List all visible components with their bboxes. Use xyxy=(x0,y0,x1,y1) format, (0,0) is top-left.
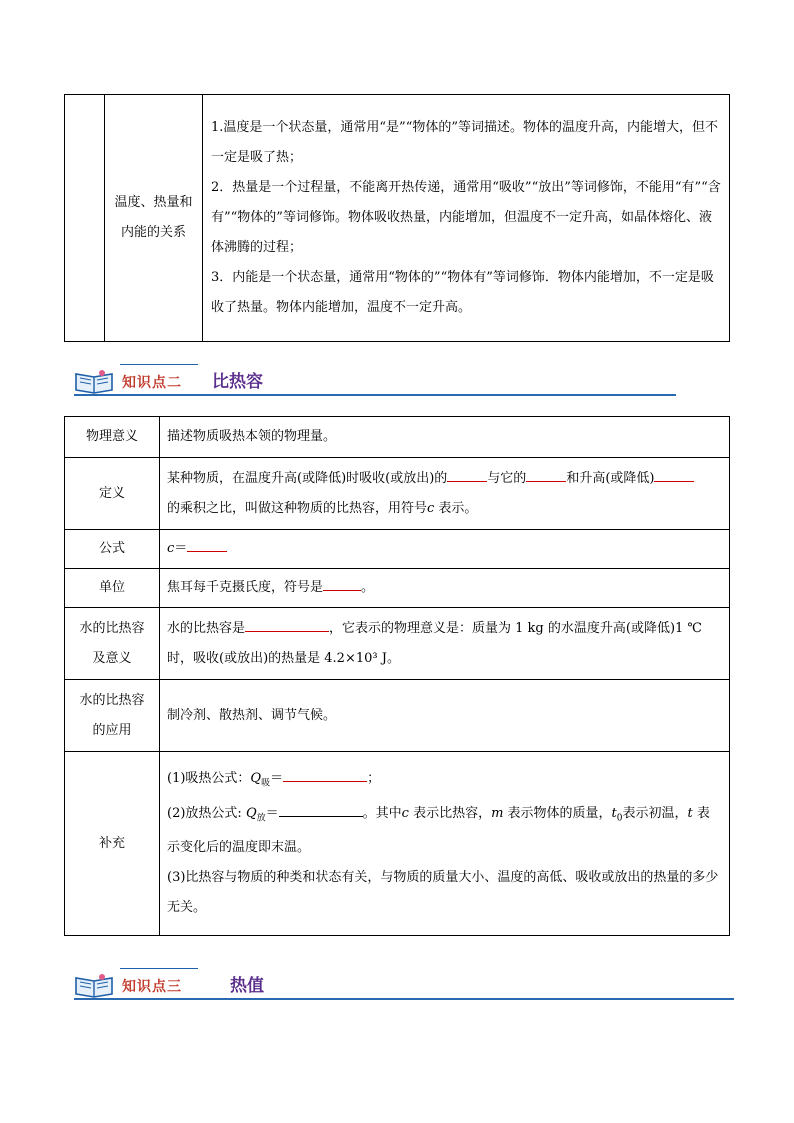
specific-heat-table xyxy=(64,416,730,936)
text: (2)放热公式: xyxy=(167,805,246,821)
symbol: t xyxy=(687,805,693,821)
symbol: c xyxy=(401,805,409,821)
row-value xyxy=(160,752,730,936)
equals: ＝ xyxy=(265,805,279,821)
subscript: 放 xyxy=(256,813,266,824)
section-heading-2 xyxy=(74,364,734,396)
definition-text: 与它的 xyxy=(487,470,527,486)
table-row xyxy=(65,608,730,680)
text: 表示变化后的温度即末温。 xyxy=(167,805,710,856)
row-label-cell xyxy=(105,95,203,342)
blank-line xyxy=(245,619,329,632)
subscript: 吸 xyxy=(261,778,271,789)
label-line: 水的比热容 xyxy=(79,692,145,708)
label-line: 的应用 xyxy=(92,722,132,738)
table-row xyxy=(65,458,730,530)
paragraph-2: 2．热量是一个过程量，不能离开热传递，通常用“吸收”“放出”等词修饰，不能用“有”“含有”“物体的”等词修饰。物体吸收热量，内能增加，但温度不一定升高，如晶体熔化、液体沸腾的过程； xyxy=(211,180,721,255)
row-label: 公式 xyxy=(65,530,160,569)
book-icon xyxy=(74,974,114,998)
section-tag: 知识点三 xyxy=(122,979,182,995)
tag-rule xyxy=(120,364,198,365)
relation-table xyxy=(64,94,730,342)
definition-text: 的乘积之比，叫做这种物质的比热容，用符号 xyxy=(167,500,428,516)
symbol: Q xyxy=(250,770,262,786)
symbol: m xyxy=(491,805,504,821)
text: ； xyxy=(367,770,381,786)
blank-line xyxy=(279,804,363,817)
blank-line xyxy=(187,539,227,552)
text: 表示物体的质量， xyxy=(503,805,612,821)
water-text: ，它表示的物理意义是：质量为 1 kg 的水温度升高(或降低)1 ℃时，吸收(或放出)的热量是 4.2×10³ J。 xyxy=(167,620,702,666)
row-label xyxy=(65,608,160,680)
definition-text: 表示。 xyxy=(434,500,478,516)
paragraph-1: 1.温度是一个状态量，通常用“是”“物体的”等词描述。物体的温度升高，内能增大，但不一定是吸了热； xyxy=(211,120,718,165)
subscript: 0 xyxy=(616,813,623,824)
table-row xyxy=(65,569,730,608)
row-label: 物理意义 xyxy=(65,417,160,458)
table-row xyxy=(65,95,730,342)
definition-text: 和升高(或降低) xyxy=(566,470,655,486)
empty-cell xyxy=(65,95,105,342)
table-row xyxy=(65,530,730,569)
blank-line xyxy=(447,469,487,482)
label-line: 水的比热容 xyxy=(79,620,145,636)
equals: ＝ xyxy=(270,770,284,786)
definition-text: 某种物质，在温度升高(或降低)时吸收(或放出)的 xyxy=(167,470,448,486)
table-row xyxy=(65,680,730,752)
blank-line xyxy=(283,769,367,782)
section-heading-3 xyxy=(74,968,734,1000)
row-label: 单位 xyxy=(65,569,160,608)
supplement-1 xyxy=(167,764,722,799)
row-value xyxy=(160,458,730,530)
row-label: 定义 xyxy=(65,458,160,530)
row-label-line1: 温度、热量和 xyxy=(114,195,193,210)
symbol: t xyxy=(611,805,617,821)
label-line: 及意义 xyxy=(92,650,132,666)
symbol: Q xyxy=(245,805,257,821)
row-value xyxy=(160,608,730,680)
section-title: 比热容 xyxy=(212,372,263,392)
row-label xyxy=(65,680,160,752)
symbol: c xyxy=(427,500,435,516)
content-cell xyxy=(203,95,730,342)
heading-rule xyxy=(74,998,734,1000)
paragraph-3: 3．内能是一个状态量，通常用“物体的”“物体有”等词修饰．物体内能增加，不一定是吸收了热量。物体内能增加，温度不一定升高。 xyxy=(211,270,714,315)
text: 。其中 xyxy=(362,805,402,821)
row-value xyxy=(160,569,730,608)
blank-line xyxy=(654,469,694,482)
tag-rule xyxy=(120,968,198,969)
heading-rule xyxy=(74,394,676,396)
table-row xyxy=(65,752,730,936)
section-title: 热值 xyxy=(230,976,264,996)
row-label-line2: 内能的关系 xyxy=(120,225,186,240)
unit-text: 。 xyxy=(361,580,375,595)
row-value: 描述物质吸热本领的物理量。 xyxy=(160,417,730,458)
water-text: 水的比热容是 xyxy=(167,620,246,636)
text: (1)吸热公式： xyxy=(167,770,251,786)
blank-line xyxy=(526,469,566,482)
symbol: c xyxy=(167,541,175,556)
unit-text: 焦耳每千克摄氏度，符号是 xyxy=(167,580,324,595)
blank-line xyxy=(323,578,361,591)
equals: ＝ xyxy=(174,541,188,556)
supplement-2 xyxy=(167,799,722,864)
text: 表示初温， xyxy=(622,805,688,821)
row-value: 制冷剂、散热剂、调节气候。 xyxy=(160,680,730,752)
section-tag: 知识点二 xyxy=(122,375,182,391)
text: 表示比热容， xyxy=(408,805,492,821)
supplement-3: (3)比热容与物质的种类和状态有关，与物质的质量大小、温度的高低、吸收或放出的热量的多少无关。 xyxy=(167,870,719,916)
row-label: 补充 xyxy=(65,752,160,936)
row-value xyxy=(160,530,730,569)
table-row xyxy=(65,417,730,458)
book-icon xyxy=(74,370,114,394)
